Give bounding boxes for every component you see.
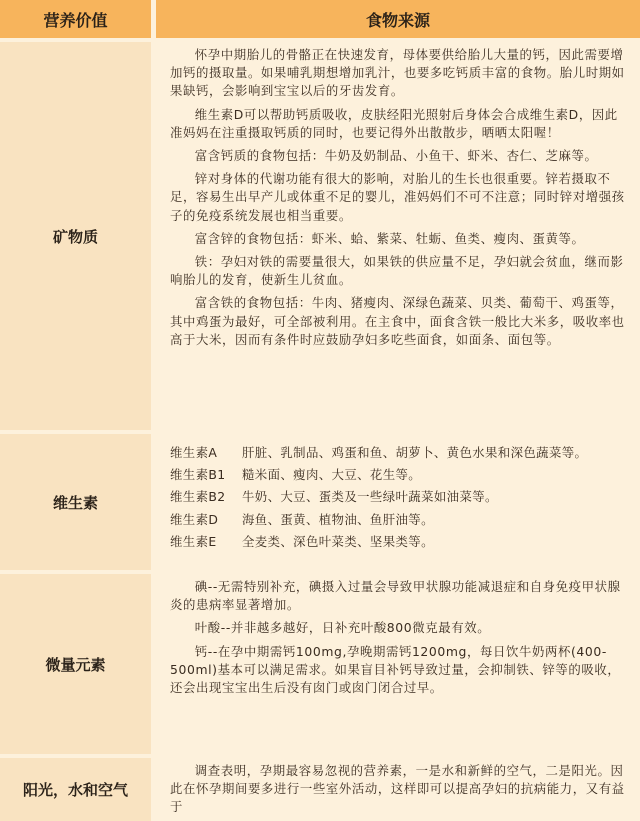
category-vitamins: 维生素 xyxy=(0,434,151,570)
minerals-paragraph: 怀孕中期胎儿的骨骼正在快速发育，母体要供给胎儿大量的钙，因此需要增加钙的摄取量。如果哺乳期想增加乳汁，也要多吃钙质丰富的食物。胎儿时期如果缺钙，会影响到宝宝以后的牙齿发育。 xyxy=(170,47,625,99)
category-sun-water-air: 阳光，水和空气 xyxy=(0,758,151,821)
vitamin-name: 维生素B1 xyxy=(170,467,226,483)
vitamin-sources: 牛奶、大豆、蛋类及一些绿叶蔬菜如油菜等。 xyxy=(242,489,498,505)
vitamin-name: 维生素D xyxy=(170,511,219,527)
vitamin-name: 维生素B2 xyxy=(170,489,226,505)
minerals-paragraph: 维生素D可以帮助钙质吸收，皮肤经阳光照射后身体会合成维生素D，因此准妈妈在注重摄取钙质的同时，也要记得外出散散步，晒晒太阳喔！ xyxy=(170,106,618,140)
vitamin-row xyxy=(170,466,630,484)
category-trace-elements: 微量元素 xyxy=(0,574,151,754)
minerals-paragraph: 富含钙质的食物包括：牛奶及奶制品、小鱼干、虾米、杏仁、芝麻等。 xyxy=(194,148,598,164)
vitamin-sources: 糙米面、瘦肉、大豆、花生等。 xyxy=(242,467,422,483)
header-nutrition-value: 营养价值 xyxy=(0,0,151,38)
vitamin-row xyxy=(170,444,630,462)
vitamin-row xyxy=(170,533,630,551)
category-minerals: 矿物质 xyxy=(0,42,151,430)
minerals-paragraph: 铁：孕妇对铁的需要量很大，如果铁的供应量不足，孕妇就会贫血，继而影响胎儿的发育，使新生儿贫血。 xyxy=(170,254,624,288)
trace-elements-content xyxy=(156,574,640,754)
trace-paragraph: 钙--在孕中期需钙100mg,孕晚期需钙1200mg，每日饮牛奶两杯(400-500ml)基本可以满足需求。如果盲目补钙导致过量，会抑制铁、锌等的吸收，还会出现宝宝出生后没有囱门或囱门闭合过早。 xyxy=(170,643,621,696)
vitamin-row xyxy=(170,488,630,506)
trace-paragraph: 碘--无需特别补充，碘摄入过量会导致甲状腺功能减退症和自身免疫甲状腺炎的患病率显著增加。 xyxy=(170,579,621,613)
sun-paragraph: 调查表明，孕期最容易忽视的营养素，一是水和新鲜的空气，二是阳光。因此在怀孕期间要多进行一些室外活动，这样即可以提高孕妇的抗病能力，又有益于 xyxy=(170,763,625,815)
sun-water-air-content xyxy=(156,758,640,821)
header-food-source: 食物来源 xyxy=(156,0,640,38)
vitamin-sources: 肝脏、乳制品、鸡蛋和鱼、胡萝卜、黄色水果和深色蔬菜等。 xyxy=(242,445,588,460)
minerals-paragraph: 富含铁的食物包括：牛肉、猪瘦肉、深绿色蔬菜、贝类、葡萄干、鸡蛋等，其中鸡蛋为最好，可全部被利用。在主食中，面食含铁一般比大米多，吸收率也高于大米，因而有条件时应鼓励孕妇多吃些面食，如面条、面包等。 xyxy=(170,295,625,347)
vitamin-sources: 全麦类、深色叶菜类、坚果类等。 xyxy=(242,533,434,549)
minerals-content xyxy=(156,42,640,430)
minerals-paragraph: 富含锌的食物包括：虾米、蛤、紫菜、牡蛎、鱼类、瘦肉、蛋黄等。 xyxy=(194,230,585,246)
vitamin-row xyxy=(170,511,630,529)
vitamin-name: 维生素A xyxy=(170,445,218,460)
vitamins-content xyxy=(156,434,640,570)
minerals-paragraph: 锌对身体的代谢功能有很大的影响，对胎儿的生长也很重要。锌若摄取不足，容易生出早产儿或体重不足的婴儿，准妈妈们不可不注意；同时锌对增强孩子的免疫系统发展也相当重要。 xyxy=(170,171,625,223)
vitamin-name: 维生素E xyxy=(170,533,217,549)
vitamin-sources: 海鱼、蛋黄、植物油、鱼肝油等。 xyxy=(242,511,434,527)
trace-paragraph: 叶酸--并非越多越好，日补充叶酸800微克最有效。 xyxy=(194,620,491,636)
